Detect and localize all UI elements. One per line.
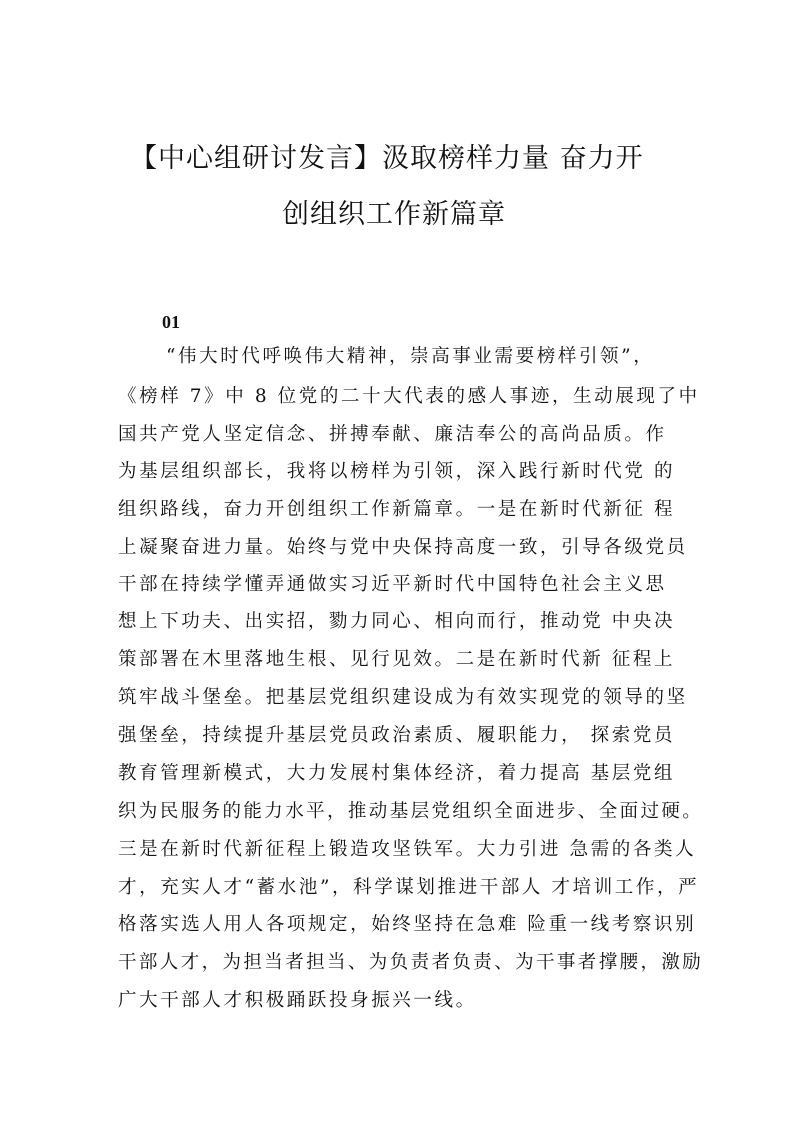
paragraph-line: 组织路线，奋力开创组织工作新篇章。一是在新时代新征 程 [118,499,676,520]
document-title-line-1: 【中心组研讨发言】汲取榜样力量 奋力开 [130,143,644,174]
paragraph-line: 想上下功夫、出实招，勠力同心、相向而行，推动党 中央决 [118,611,676,632]
paragraph-line: 强堡垒，持续提升基层党员政治素质、履职能力， 探索党员 [118,725,676,746]
paragraph-line: 三是在新时代新征程上锻造攻坚铁军。大力引进 急需的各类人 [118,839,697,860]
paragraph-line: 为基层组织部长，我将以榜样为引领，深入践行新时代党 的 [118,461,676,482]
paragraph-line: 才，充实人才“蓄水池”，科学谋划推进干部人 才培训工作，严 [118,877,700,898]
paragraph-line: 策部署在木里落地生根、见行见效。二是在新时代新 征程上 [118,649,676,670]
paragraph-line: 干部在持续学懂弄通做实习近平新时代中国特色社会主义思 [118,574,667,595]
paragraph-line: 上凝聚奋进力量。始终与党中央保持高度一致，引导各级党员 [118,537,688,558]
document-title-line-2: 创组织工作新篇章 [282,199,506,230]
paragraph-line: 干部人才，为担当者担当、为负责者负责、为干事者撑腰，激励 [118,952,704,973]
paragraph-line: 织为民服务的能力水平，推动基层党组织全面进步、全面过硬。 [118,801,704,822]
paragraph-line: “伟大时代呼唤伟大精神，崇高事业需要榜样引领”， [166,346,655,367]
section-number: 01 [162,312,180,332]
paragraph-line: 筑牢战斗堡垒。把基层党组织建设成为有效实现党的领导的坚 [118,687,688,708]
paragraph-line: 广大干部人才积极踊跃投身振兴一线。 [118,990,477,1011]
paragraph-line: 《榜样 7》中 8 位党的二十大代表的感人事迹，生动展现了中 [118,386,700,407]
paragraph-line: 教育管理新模式，大力发展村集体经济，着力提高 基层党组 [118,763,676,784]
paragraph-line: 国共产党人坚定信念、拼搏奉献、廉洁奉公的高尚品质。作 [118,424,667,445]
paragraph-line: 格落实选人用人各项规定，始终坚持在急难 险重一线考察识别 [118,914,697,935]
